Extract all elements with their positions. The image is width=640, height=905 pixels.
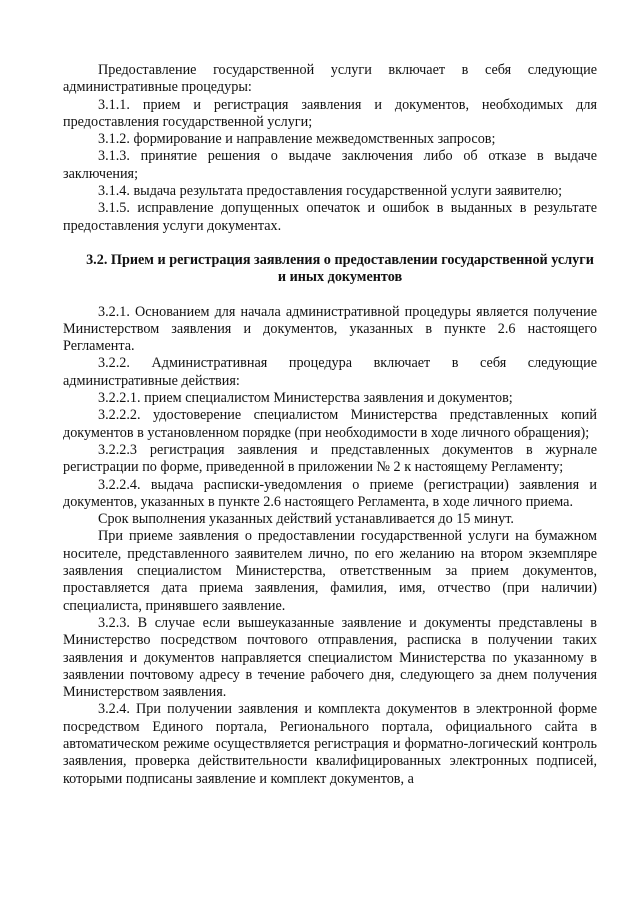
list-item: 3.1.2. формирование и направление межведомственных запросов; — [98, 131, 496, 148]
list-item: 3.1.4. выдача результата предоставления государственной услуги заявителю; — [98, 183, 563, 200]
paragraph: При приеме заявления о предоставлении государственной услуги на бумажном носителе, представленного заявителем лично, по его желанию на втором экземпляре заявления специалистом Министерства, ответственным за прием документов, проставляется дата приема заявления, фамилия, имя, отчество (при наличии) специалиста, принявшего заявление. — [63, 528, 597, 614]
list-item: 3.1.3. принятие решения о выдаче заключения либо об отказе в выдаче заключения; — [63, 148, 597, 182]
spacer — [63, 235, 597, 252]
paragraph: 3.2.1. Основанием для начала административной процедуры является получение Министерством заявления и документов, указанных в пункте 2.6 настоящего Регламента. — [63, 303, 597, 355]
list-item: 3.2.2.1. прием специалистом Министерства заявления и документов; — [98, 390, 513, 407]
list-item: 3.1.1. прием и регистрация заявления и документов, необходимых для предоставления государственной услуги; — [63, 96, 597, 130]
list-item: 3.2.2.4. выдача расписки-уведомления о приеме (регистрации) заявления и документов, указанных в пункте 2.6 настоящего Регламента, в ходе личного приема. — [63, 476, 597, 510]
spacer — [63, 287, 597, 304]
paragraph: 3.2.3. В случае если вышеуказанные заявление и документы представлены в Министерство посредством почтового отправления, расписка в получении таких заявления и документов направляется специалистом Министерства по указанному в заявлении почтовому адресу в течение рабочего дня, следующего за днем получения Министерством заявления. — [63, 614, 597, 701]
paragraph: 3.2.2. Административная процедура включает в себя следующие административные действия: — [63, 355, 597, 389]
section-heading: 3.2. Прием и регистрация заявления о предоставлении государственной услуги и иных документов — [86, 251, 594, 286]
list-item: 3.1.5. исправление допущенных опечаток и ошибок в выданных в результате предоставления услуги документах. — [63, 200, 597, 234]
list-item: 3.2.2.2. удостоверение специалистом Министерства представленных копий документов в установленном порядке (при необходимости в ходе личного обращения); — [63, 407, 597, 441]
paragraph: 3.2.4. При получении заявления и комплекта документов в электронной форме посредством Единого портала, Регионального портала, официального сайта в автоматическом режиме осуществляется регистрация и форматно-логический контроль заявления, проверка действительности квалифицированных электронных подписей, которыми подписаны заявление и комплект документов, а — [63, 701, 597, 787]
paragraph: Предоставление государственной услуги включает в себя следующие административные процедуры: — [63, 62, 597, 96]
list-item: 3.2.2.3 регистрация заявления и представленных документов в журнале регистрации по форме, приведенной в приложении № 2 к настоящему Регламенту; — [63, 441, 597, 476]
paragraph: Срок выполнения указанных действий устанавливается до 15 минут. — [98, 511, 514, 528]
